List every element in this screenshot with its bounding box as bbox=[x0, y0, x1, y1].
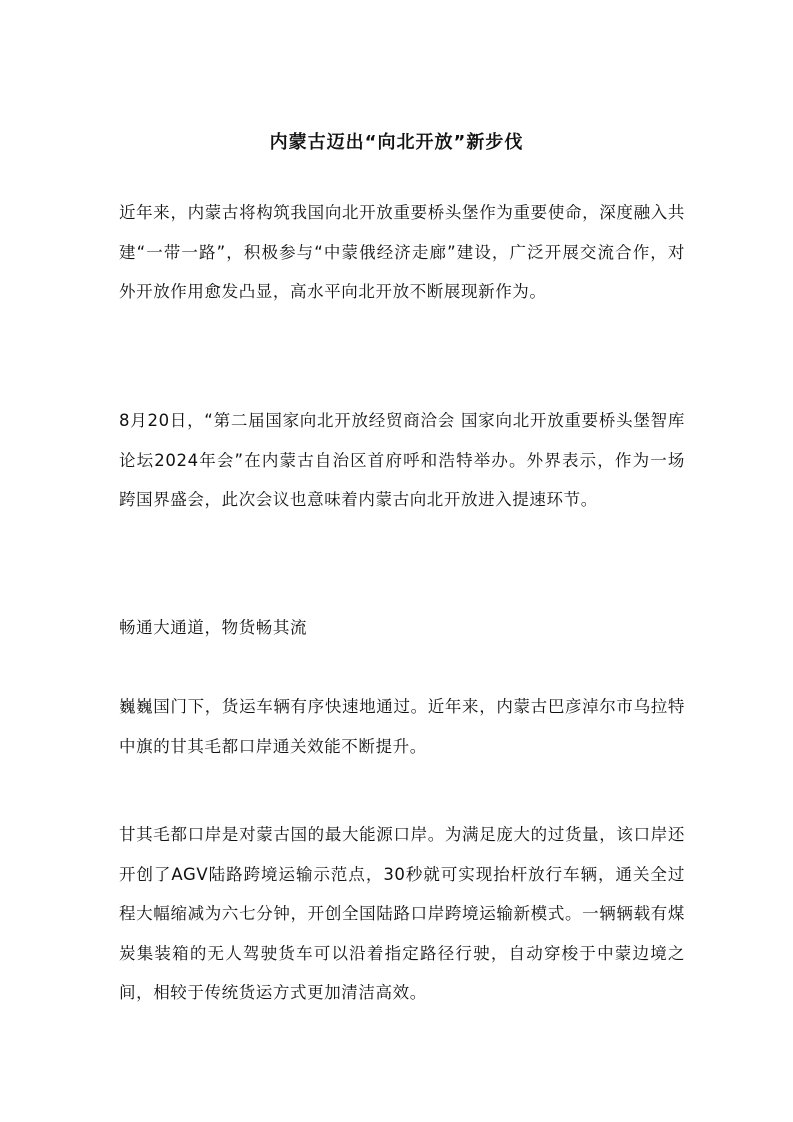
page-title: 内蒙古迈出“向北开放”新步伐 bbox=[269, 132, 524, 153]
section-subheading: 畅通大通道，物货畅其流 bbox=[119, 618, 308, 637]
paragraph-port-agv: 甘其毛都口岸是对蒙古国的最大能源口岸。为满足庞大的过货量，该口岸还开创了AGV陆路跨境运输示范点，30秒就可实现抬杆放行车辆，通关全过程大幅缩减为六七分钟，开创全国陆路口岸跨境运输新模式。一辆辆载有煤炭集装箱的无人驾驶货车可以沿着指定路径行驶，自动穿梭于中蒙边境之间，相较于传统货运方式更加清洁高效。 bbox=[119, 825, 685, 1002]
paragraph-intro: 近年来，内蒙古将构筑我国向北开放重要桥头堡作为重要使命，深度融入共建“一带一路”，积极参与“中蒙俄经济走廊”建设，广泛开展交流合作，对外开放作用愈发凸显，高水平向北开放不断展现新作为。 bbox=[119, 203, 685, 301]
paragraph-port-traffic: 巍巍国门下，货运车辆有序快速地通过。近年来，内蒙古巴彦淖尔市乌拉特中旗的甘其毛都口岸通关效能不断提升。 bbox=[119, 697, 685, 756]
paragraph-forum: 8月20日，“第二届国家向北开放经贸商洽会 国家向北开放重要桥头堡智库论坛2024年会”在内蒙古自治区首府呼和浩特举办。外界表示，作为一场跨国界盛会，此次会议也意味着内蒙古向北开放进入提速环节。 bbox=[119, 411, 685, 509]
